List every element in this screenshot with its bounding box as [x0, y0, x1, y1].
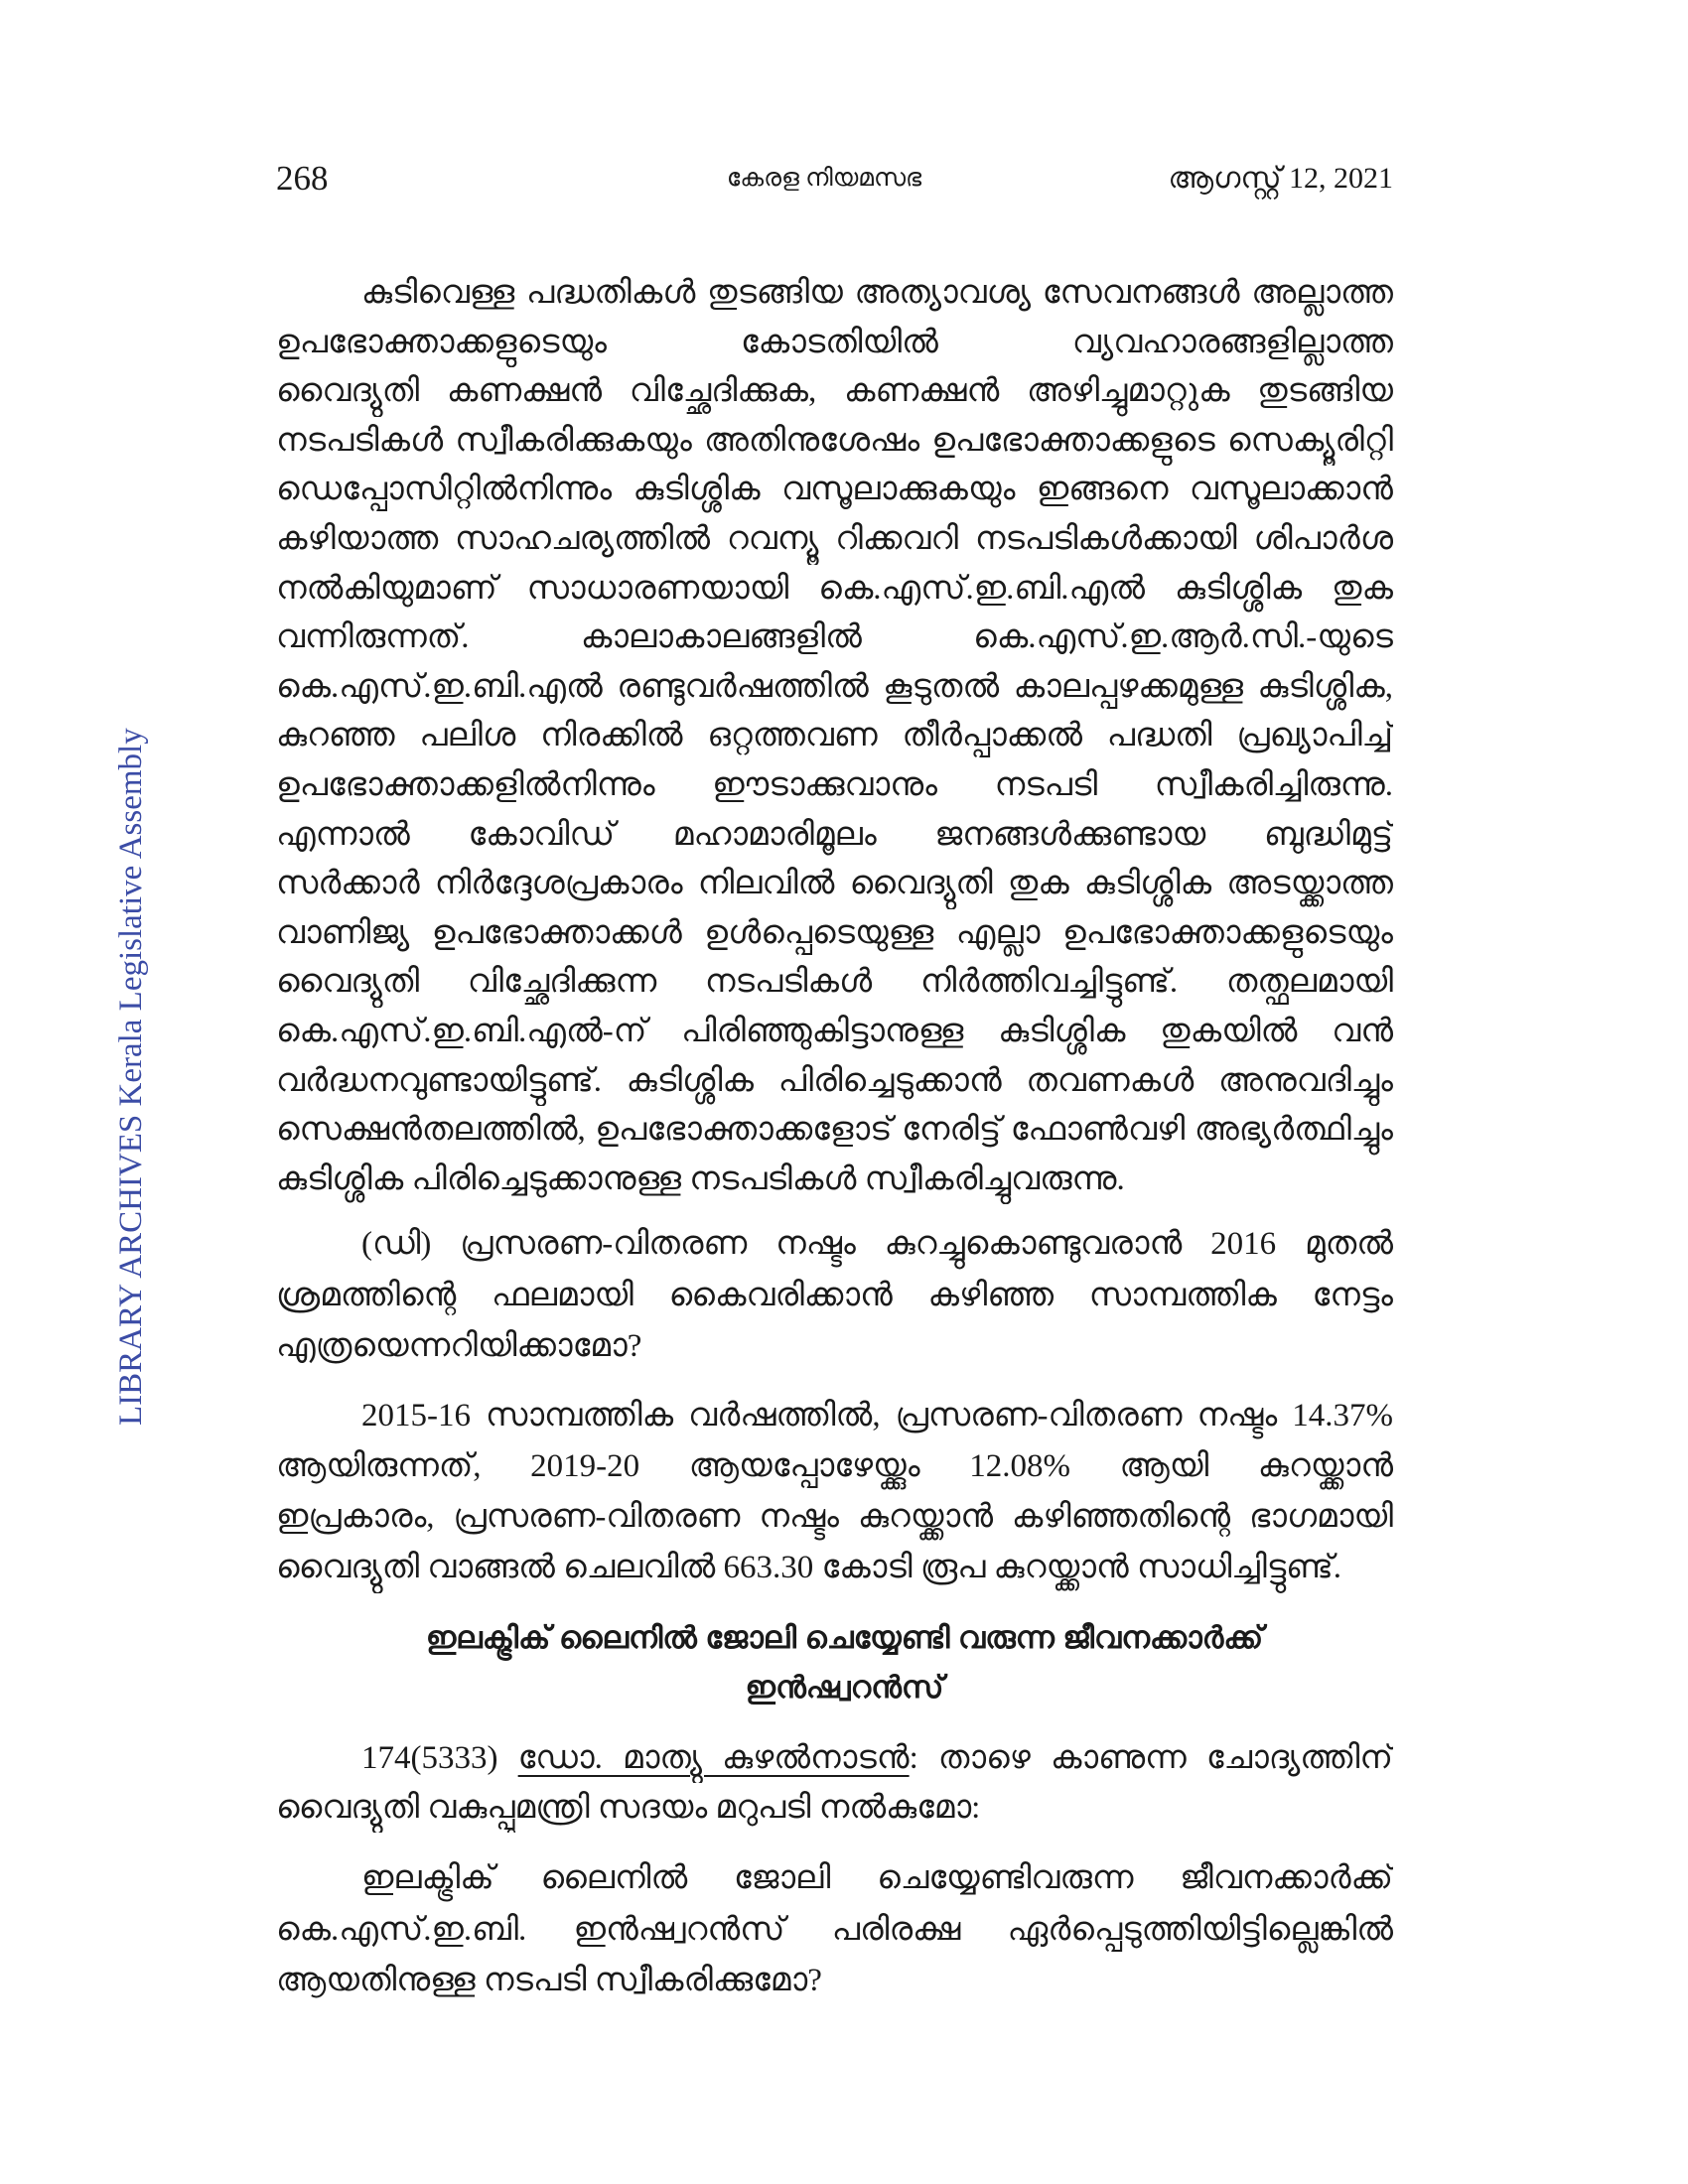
question-line: (ഡി) പ്രസരണ-വിതരണ നഷ്ടം കുറച്ചുകൊണ്ടുവരാൻ 2016 മുതൽ [361, 1226, 1393, 1262]
answer-paragraph [276, 269, 1393, 1204]
question-paragraph [276, 1853, 1393, 2007]
member-name: ഡോ. മാത്യു കുഴൽനാടൻ [517, 1740, 910, 1776]
question-line: എത്രയെന്നറിയിക്കാമോ? [276, 1328, 642, 1364]
answer-line: നടപടികൾ സ്വീകരിക്കുകയും അതിനുശേഷം ഉപഭോക്താക്കളുടെ സെക്യൂരിറ്റി [276, 422, 1393, 459]
answer-line: വൈദ്യുതി കണക്ഷൻ വിച്ഛേദിക്കുക, കണക്ഷൻ അഴിച്ചുമാറ്റുക തുടങ്ങിയ [276, 373, 1393, 410]
answer-line: സെക്ഷൻതലത്തിൽ, ഉപഭോക്താക്കളോട് നേരിട്ട് ഫോൺവഴി അഭ്യർത്ഥിച്ചും [276, 1112, 1393, 1149]
question-intro-line [276, 1733, 1393, 1783]
answer-line: 2015-16 സാമ്പത്തിക വർഷത്തിൽ, പ്രസരണ-വിതരണ നഷ്ടം 14.37% [361, 1398, 1393, 1433]
answer-line: കഴിയാത്ത സാഹചര്യത്തിൽ റവന്യൂ റിക്കവറി നടപടികൾക്കായി ശിപാർശ [276, 520, 1393, 557]
answer-line: കെ.എസ്.ഇ.ബി.എൽ-ന് പിരിഞ്ഞുകിട്ടാനുള്ള കുടിശ്ശിക തുകയിൽ വൻ [276, 1013, 1393, 1049]
question-line: ആയതിനുള്ള നടപടി സ്വീകരിക്കുമോ? [276, 1963, 822, 1998]
answer-line: ഡെപ്പോസിറ്റിൽനിന്നും കുടിശ്ശിക വസൂലാക്കുകയും ഇങ്ങനെ വസൂലാക്കാൻ [276, 472, 1393, 508]
question-intro [276, 1733, 1393, 1833]
answer-line: എന്നാൽ കോവിഡ് മഹാമാരിമൂലം ജനങ്ങൾക്കുണ്ടായ ബുദ്ധിമുട്ട് [276, 816, 1393, 853]
answer-line: ഇപ്രകാരം, പ്രസരണ-വിതരണ നഷ്ടം കുറയ്ക്കാൻ കഴിഞ്ഞതിന്റെ ഭാഗമായി [276, 1499, 1393, 1535]
answer-line: സർക്കാർ നിർദ്ദേശപ്രകാരം നിലവിൽ വൈദ്യുതി തുക കുടിശ്ശിക അടയ്ക്കാത്ത [276, 866, 1393, 902]
answer-line: വർദ്ധനവുണ്ടായിട്ടുണ്ട്. കുടിശ്ശിക പിരിച്ചെടുക്കാൻ തവണകൾ അനുവദിച്ചും [276, 1062, 1393, 1099]
question-line: ശ്രമത്തിന്റെ ഫലമായി കൈവരിക്കാൻ കഴിഞ്ഞ സാമ്പത്തിക നേട്ടം [276, 1277, 1393, 1313]
answer-line: വാണിജ്യ ഉപഭോക്താക്കൾ ഉൾപ്പെടെയുള്ള എല്ലാ ഉപഭോക്താക്കളുടെയും [276, 914, 1393, 951]
answer-line: ഉപഭോക്താക്കളിൽനിന്നും ഈടാക്കുവാനും നടപടി സ്വീകരിച്ചിരുന്നു. [276, 766, 1393, 803]
section-heading-line: ഇലക്ട്രിക് ലൈനിൽ ജോലി ചെയ്യേണ്ടി വരുന്ന ജീവനക്കാർക്ക് [425, 1620, 1264, 1655]
page-header-title: കേരള നിയമസഭ [726, 165, 922, 192]
answer-line: കെ.എസ്.ഇ.ബി.എൽ രണ്ടുവർഷത്തിൽ കൂടുതൽ കാലപ്പഴക്കമുള്ള കുടിശ്ശിക, [276, 668, 1393, 705]
page-header-date: ആഗസ്റ്റ് 12, 2021 [1168, 162, 1393, 195]
question-line: കെ.എസ്.ഇ.ബി. ഇൻഷ്വറൻസ് പരിരക്ഷ ഏർപ്പെടുത്തിയിട്ടില്ലെങ്കിൽ [276, 1911, 1393, 1948]
answer-line: കുടിശ്ശിക പിരിച്ചെടുക്കാനുള്ള നടപടികൾ സ്വീകരിച്ചുവരുന്നു. [276, 1160, 1125, 1197]
answer-line: വൈദ്യുതി വാങ്ങൽ ചെലവിൽ 663.30 കോടി രൂപ കുറയ്ക്കാൻ സാധിച്ചിട്ടുണ്ട്. [276, 1550, 1342, 1585]
question-intro-text: : താഴെ കാണുന്ന ചോദ്യത്തിന് [909, 1740, 1393, 1776]
section-heading-line: ഇൻഷ്വറൻസ് [745, 1670, 944, 1705]
archive-watermark: LIBRARY ARCHIVES Kerala Legislative Assembly [113, 728, 149, 1427]
answer-line: ആയിരുന്നത്, 2019-20 ആയപ്പോഴേയ്ക്കും 12.08% ആയി കുറയ്ക്കാൻ [276, 1448, 1393, 1484]
page-number: 268 [276, 159, 329, 198]
answer-paragraph [276, 1391, 1393, 1593]
answer-line: കുറഞ്ഞ പലിശ നിരക്കിൽ ഒറ്റത്തവണ തീർപ്പാക്കൽ പദ്ധതി പ്രഖ്യാപിച്ച് [276, 718, 1393, 754]
question-paragraph [276, 1219, 1393, 1373]
section-heading [286, 1613, 1403, 1712]
question-number: 174(5333) [361, 1740, 498, 1776]
answer-line: നൽകിയുമാണ് സാധാരണയായി കെ.എസ്.ഇ.ബി.എൽ കുടിശ്ശിക തുക [276, 570, 1393, 607]
answer-line: ഉപഭോക്താക്കളുടെയും കോടതിയിൽ വ്യവഹാരങ്ങളില്ലാത്ത [276, 324, 1393, 360]
answer-line: വന്നിരുന്നത്. കാലാകാലങ്ങളിൽ കെ.എസ്.ഇ.ആർ.സി.-യുടെ [276, 619, 1393, 656]
answer-line: കുടിവെള്ള പദ്ധതികൾ തുടങ്ങിയ അത്യാവശ്യ സേവനങ്ങൾ അല്ലാത്ത [361, 275, 1393, 311]
question-intro-line: വൈദ്യുതി വകുപ്പുമന്ത്രി സദയം മറുപടി നൽകുമോ: [276, 1790, 981, 1826]
answer-line: വൈദ്യുതി വിച്ഛേദിക്കുന്ന നടപടികൾ നിർത്തിവച്ചിട്ടുണ്ട്. തത്ഫലമായി [276, 964, 1393, 1001]
question-line: ഇലക്ട്രിക് ലൈനിൽ ജോലി ചെയ്യേണ്ടിവരുന്ന ജീവനക്കാർക്ക് [361, 1860, 1393, 1896]
